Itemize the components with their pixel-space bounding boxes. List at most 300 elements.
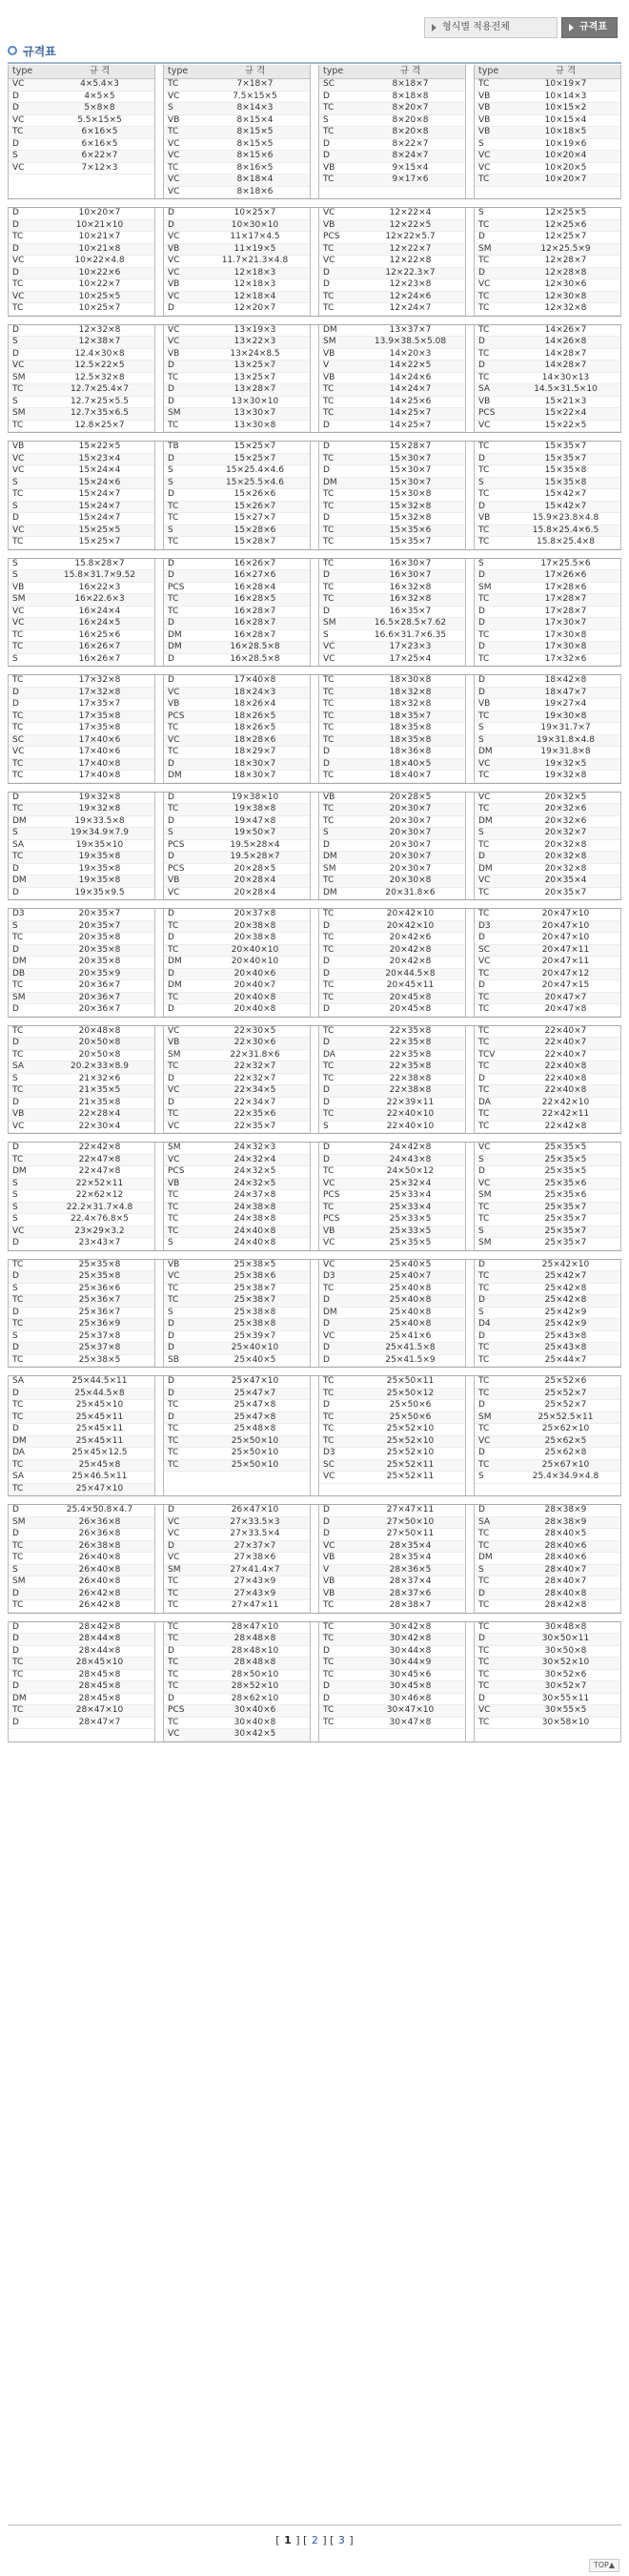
- pagination: [0, 2534, 629, 2546]
- type-cell: TC: [478, 1529, 490, 1538]
- type-cell: TC: [168, 1681, 179, 1691]
- type-cell: PCS: [323, 232, 340, 241]
- type-cell: D: [12, 1388, 19, 1398]
- type-cell: D: [168, 570, 174, 580]
- table-row: [9, 1004, 154, 1017]
- spec-cell: 27×50×10: [386, 1516, 435, 1527]
- type-cell: D: [12, 219, 19, 230]
- table-row: [475, 279, 620, 292]
- table-row: [319, 1026, 465, 1039]
- type-cell: D: [323, 1097, 330, 1107]
- table-row: [164, 759, 310, 772]
- spec-block: [8, 558, 621, 668]
- type-cell: DM: [323, 852, 337, 861]
- spec-cell: 25×67×10: [541, 1459, 590, 1470]
- spec-cell: 25×38×8: [233, 1319, 276, 1329]
- spec-block: [8, 1504, 621, 1614]
- table-row: [475, 1026, 620, 1039]
- spec-cell: 25×32×4: [389, 1178, 432, 1188]
- type-cell: D: [12, 1343, 19, 1352]
- table-row: [319, 1271, 465, 1284]
- spec-cell: 16×24×5: [78, 618, 121, 628]
- type-cell: TC: [12, 1085, 24, 1095]
- type-cell: TC: [168, 747, 179, 756]
- type-cell: TC: [323, 1376, 335, 1386]
- type-cell: VC: [323, 653, 335, 664]
- tab-type-application[interactable]: 형식별 적용전체: [424, 17, 558, 38]
- type-cell: TC: [323, 1388, 335, 1398]
- type-cell: VC: [168, 175, 180, 184]
- type-cell: VC: [168, 1529, 180, 1538]
- spec-cell: 12.7×25.4×7: [71, 384, 129, 394]
- type-cell: TC: [478, 1271, 490, 1281]
- type-cell: DM: [478, 747, 493, 756]
- type-cell: S: [478, 208, 484, 217]
- table-row: [9, 711, 154, 724]
- type-cell: D: [168, 618, 174, 628]
- type-cell: TC: [323, 944, 335, 955]
- table-row: [319, 1389, 465, 1401]
- spec-cell: 18×35×8: [389, 734, 432, 745]
- spec-cell: 15×35×8: [544, 477, 587, 487]
- spec-cell: 20×32×6: [544, 815, 587, 826]
- type-cell: TC: [168, 1634, 179, 1643]
- header-type: type: [168, 66, 189, 76]
- spec-cell: 14×20×3: [389, 348, 432, 359]
- table-row: [9, 1226, 154, 1239]
- table-row: [164, 175, 310, 187]
- type-cell: TC: [478, 804, 490, 814]
- spec-cell: 4×5.4×3: [80, 79, 119, 89]
- type-cell: PCS: [168, 863, 185, 874]
- table-row: [9, 688, 154, 700]
- table-row: [319, 993, 465, 1005]
- table-row: [9, 888, 154, 900]
- spec-cell: 15×35×7: [544, 442, 587, 451]
- type-cell: PCS: [168, 1705, 185, 1715]
- spec-cell: 22×40×8: [544, 1073, 587, 1083]
- table-row: [164, 804, 310, 816]
- spec-block: [8, 324, 621, 434]
- table-row: [475, 1448, 620, 1460]
- spec-cell: 10×14×3: [544, 91, 587, 101]
- spec-cell: 15×21×3: [544, 396, 587, 406]
- table-row: [475, 864, 620, 876]
- table-row: [9, 1622, 154, 1635]
- table-row: [164, 1448, 310, 1460]
- table-row: [475, 1143, 620, 1155]
- table-row: [475, 79, 620, 92]
- table-row: [9, 1553, 154, 1565]
- table-row: [9, 699, 154, 711]
- type-cell: TC: [323, 1109, 335, 1119]
- table-row: [319, 888, 465, 900]
- table-row: [164, 465, 310, 478]
- table-row: [9, 303, 154, 316]
- table-row: [319, 804, 465, 816]
- type-cell: D: [323, 1645, 330, 1656]
- type-cell: TC: [323, 980, 335, 990]
- spec-cell: 20×32×6: [544, 804, 587, 814]
- table-row: [9, 163, 154, 175]
- spec-cell: 13×30×8: [233, 420, 276, 430]
- type-cell: VB: [478, 103, 491, 113]
- type-cell: VB: [168, 1178, 180, 1188]
- type-cell: TC: [168, 420, 179, 430]
- spec-cell: 25×36×7: [78, 1307, 121, 1317]
- type-cell: VC: [168, 1553, 180, 1562]
- type-cell: D: [168, 303, 174, 313]
- table-row: [9, 1718, 154, 1730]
- page-link-1[interactable]: 1: [284, 2534, 292, 2546]
- spec-cell: 22×42×10: [541, 1097, 590, 1107]
- spec-cell: 20×38×8: [233, 933, 276, 942]
- table-row: [319, 1260, 465, 1272]
- type-cell: S: [478, 138, 484, 149]
- type-cell: TC: [323, 303, 335, 313]
- type-cell: S: [12, 396, 18, 406]
- table-row: [475, 804, 620, 816]
- type-cell: D: [323, 957, 330, 966]
- spec-cell: 22×28×4: [78, 1109, 121, 1119]
- table-row: [9, 840, 154, 853]
- spec-cell: 15×26×6: [233, 489, 276, 499]
- spec-cell: 25×42×9: [544, 1307, 587, 1317]
- type-cell: VC: [168, 1729, 180, 1739]
- table-row: [319, 747, 465, 759]
- table-row: [475, 513, 620, 526]
- type-cell: TC: [478, 324, 490, 335]
- table-row: [164, 828, 310, 840]
- spec-cell: 26×42×8: [78, 1600, 121, 1610]
- spec-cell: 8×18×4: [236, 175, 274, 184]
- table-row: [319, 1098, 465, 1110]
- type-cell: TC: [12, 232, 24, 241]
- table-row: [319, 969, 465, 981]
- spec-cell: 18×30×7: [233, 758, 276, 769]
- spec-cell: 25×35×8: [78, 1271, 121, 1281]
- spec-cell: 28×45×10: [75, 1658, 124, 1667]
- spec-cell: 25×50×12: [386, 1388, 435, 1398]
- type-cell: VC: [12, 453, 25, 464]
- type-cell: D: [478, 1400, 485, 1410]
- type-cell: PCS: [323, 1214, 340, 1224]
- tab-spec-table[interactable]: 규격표: [561, 17, 618, 38]
- spec-cell: 19×38×8: [233, 804, 276, 814]
- table-row: [475, 1260, 620, 1272]
- spec-cell: 25×50×11: [386, 1376, 435, 1386]
- type-cell: TC: [168, 1214, 179, 1224]
- spec-cell: 27×47×11: [386, 1505, 435, 1515]
- type-cell: VC: [168, 1025, 180, 1036]
- table-row: [9, 1517, 154, 1530]
- spec-cell: 19×47×8: [233, 815, 276, 826]
- table-row: [319, 127, 465, 139]
- table-row: [164, 945, 310, 958]
- spec-cell: 14×22×5: [389, 361, 432, 370]
- spec-cell: 26×40×8: [78, 1553, 121, 1562]
- table-row: [164, 244, 310, 257]
- table-row: [164, 723, 310, 735]
- spec-cell: 25×43×8: [544, 1330, 587, 1341]
- type-cell: TC: [12, 1658, 24, 1667]
- table-row: [475, 957, 620, 969]
- spec-cell: 14×26×8: [544, 337, 587, 346]
- spec-cell: 16.6×31.7×6.35: [374, 629, 447, 640]
- spec-column: [318, 325, 466, 433]
- type-cell: VC: [323, 1540, 335, 1551]
- table-row: [164, 1260, 310, 1272]
- spec-cell: 30×58×10: [541, 1717, 590, 1727]
- spec-cell: 25×40×8: [389, 1295, 432, 1305]
- table-row: [475, 244, 620, 257]
- spec-cell: 25×38×5: [78, 1354, 121, 1365]
- table-row: [164, 256, 310, 268]
- type-cell: TC: [168, 513, 179, 523]
- spec-cell: 18×35×7: [389, 711, 432, 721]
- spec-cell: 28×50×10: [231, 1669, 279, 1680]
- type-cell: DA: [478, 1097, 491, 1107]
- spec-column: [8, 325, 155, 433]
- table-row: [475, 397, 620, 409]
- spec-cell: 14×25×7: [389, 420, 432, 430]
- type-cell: D: [12, 1238, 19, 1247]
- table-row: [164, 909, 310, 921]
- type-cell: TC: [478, 992, 490, 1002]
- page-link-3[interactable]: 3: [337, 2534, 345, 2546]
- spec-column: [163, 1622, 311, 1741]
- spec-cell: 5.5×15×5: [77, 114, 122, 125]
- spec-cell: 13.9×38.5×5.08: [374, 337, 447, 346]
- table-row: [164, 1589, 310, 1601]
- spec-cell: 28×45×8: [78, 1693, 121, 1703]
- spec-cell: 20×50×8: [78, 1038, 121, 1047]
- type-cell: TC: [478, 1038, 490, 1047]
- spec-cell: 9×15×4: [392, 162, 429, 173]
- type-cell: D: [168, 453, 174, 464]
- spec-cell: 25×35×8: [78, 1259, 121, 1269]
- table-row: [319, 526, 465, 538]
- column-header: [319, 65, 465, 79]
- spec-column: [8, 65, 155, 198]
- table-row: [9, 1026, 154, 1039]
- spec-cell: 28×62×10: [231, 1693, 279, 1703]
- scroll-top-button[interactable]: TOP▲: [589, 2559, 619, 2572]
- type-cell: VB: [168, 876, 180, 885]
- type-cell: VC: [12, 606, 25, 616]
- table-row: [319, 465, 465, 478]
- type-cell: SC: [323, 1459, 335, 1470]
- spec-cell: 7×12×3: [81, 162, 118, 173]
- spec-cell: 17×25×4: [389, 653, 432, 664]
- table-row: [319, 478, 465, 490]
- type-cell: TC: [323, 734, 335, 745]
- type-cell: TC: [323, 408, 335, 418]
- table-row: [319, 1143, 465, 1155]
- table-row: [319, 957, 465, 969]
- table-row: [164, 1190, 310, 1203]
- type-cell: S: [478, 734, 484, 745]
- table-row: [319, 735, 465, 748]
- spec-cell: 16×28.5×8: [230, 642, 280, 651]
- column-header: [9, 65, 154, 79]
- spec-cell: 15×24×6: [78, 477, 121, 487]
- type-cell: TC: [168, 1283, 179, 1293]
- table-row: [475, 993, 620, 1005]
- table-row: [9, 1694, 154, 1706]
- spec-cell: 15.9×23.8×4.8: [532, 513, 599, 523]
- type-cell: D: [168, 1645, 174, 1656]
- table-row: [9, 771, 154, 783]
- type-cell: TC: [168, 79, 179, 89]
- type-cell: VC: [478, 1143, 491, 1152]
- table-row: [164, 220, 310, 233]
- table-row: [164, 187, 310, 199]
- spec-cell: 25×41.5×9: [385, 1354, 436, 1365]
- type-cell: D: [323, 1038, 330, 1047]
- type-cell: D: [12, 91, 19, 101]
- type-cell: DM: [12, 1693, 27, 1703]
- type-cell: VB: [168, 1038, 180, 1047]
- spec-cell: 30×42×8: [389, 1634, 432, 1643]
- spec-cell: 10×20×7: [544, 175, 587, 184]
- spec-cell: 25×52×7: [544, 1400, 587, 1410]
- spec-cell: 25×45×8: [78, 1459, 121, 1470]
- type-cell: TCV: [478, 1049, 496, 1060]
- spec-cell: 28×37×6: [389, 1588, 432, 1598]
- table-row: [164, 852, 310, 864]
- spec-cell: 28×38×7: [389, 1600, 432, 1610]
- table-row: [9, 220, 154, 233]
- table-row: [164, 1389, 310, 1401]
- spec-cell: 13×37×7: [389, 324, 432, 335]
- spec-cell: 22×39×11: [386, 1097, 435, 1107]
- spec-cell: 9×17×6: [392, 175, 429, 184]
- spec-cell: 25×40×5: [233, 1354, 276, 1365]
- table-row: [164, 607, 310, 619]
- table-row: [164, 1553, 310, 1565]
- type-cell: TC: [478, 839, 490, 850]
- spec-cell: 16×24×4: [78, 606, 121, 616]
- spec-column: [163, 65, 311, 198]
- spec-column: [474, 1505, 621, 1613]
- type-cell: VB: [478, 127, 491, 136]
- type-cell: SM: [478, 1412, 492, 1422]
- spec-cell: 20×30×7: [389, 839, 432, 850]
- table-row: [319, 876, 465, 888]
- spec-cell: 11×19×5: [233, 243, 276, 254]
- type-cell: D: [478, 453, 485, 464]
- table-row: [319, 1050, 465, 1062]
- spec-cell: 25×37×8: [78, 1330, 121, 1341]
- spec-cell: 19×31.7×7: [540, 723, 591, 732]
- pager-open-bracket: [: [303, 2534, 308, 2546]
- type-cell: VC: [12, 291, 25, 301]
- table-row: [475, 325, 620, 338]
- spec-cell: 22.2×31.7×4.8: [66, 1202, 133, 1212]
- type-cell: TC: [168, 1435, 179, 1446]
- table-row: [475, 408, 620, 421]
- spec-cell: 20×32×8: [544, 839, 587, 850]
- spec-column: [318, 208, 466, 316]
- type-cell: TC: [168, 501, 179, 511]
- table-row: [164, 1541, 310, 1554]
- spec-column: [318, 1622, 466, 1741]
- spec-column: [318, 559, 466, 667]
- type-cell: D3: [323, 1448, 335, 1457]
- type-cell: TC: [168, 372, 179, 382]
- type-cell: S: [168, 477, 173, 487]
- spec-cell: 10×22×4.8: [74, 256, 125, 265]
- type-cell: TC: [323, 489, 335, 499]
- spec-cell: 20×47×8: [544, 1004, 587, 1014]
- table-row: [319, 1238, 465, 1250]
- spec-column: [474, 1260, 621, 1368]
- table-row: [164, 583, 310, 595]
- type-cell: TC: [12, 1705, 24, 1715]
- type-cell: TC: [12, 1295, 24, 1305]
- table-row: [164, 570, 310, 583]
- type-cell: D: [478, 1588, 485, 1598]
- table-row: [319, 1400, 465, 1412]
- type-cell: D: [478, 1259, 485, 1269]
- spec-block: [8, 65, 621, 199]
- spec-cell: 22×32×7: [233, 1061, 276, 1071]
- spec-cell: 10×20×5: [544, 162, 587, 173]
- spec-cell: 20×47×10: [541, 933, 590, 942]
- type-cell: TC: [12, 1553, 24, 1562]
- table-row: [164, 993, 310, 1005]
- table-row: [164, 1577, 310, 1589]
- table-row: [319, 1460, 465, 1473]
- table-row: [9, 583, 154, 595]
- table-row: [9, 384, 154, 397]
- type-cell: VC: [323, 1472, 335, 1481]
- type-cell: D: [168, 1693, 174, 1703]
- type-cell: TC: [168, 594, 179, 604]
- spec-cell: 8×18×7: [392, 79, 429, 89]
- spec-cell: 22×40×7: [544, 1025, 587, 1036]
- table-row: [475, 1074, 620, 1086]
- type-cell: DM: [12, 876, 27, 885]
- type-cell: D: [12, 1424, 19, 1433]
- table-row: [164, 139, 310, 152]
- spec-column: [163, 442, 311, 549]
- type-cell: D: [478, 933, 485, 942]
- table-row: [475, 735, 620, 748]
- type-cell: TC: [478, 629, 490, 640]
- section-title: 규격표: [23, 44, 56, 58]
- table-row: [9, 1271, 154, 1284]
- pager-open-bracket: [: [275, 2534, 280, 2546]
- type-cell: TC: [168, 127, 179, 136]
- table-row: [164, 79, 310, 92]
- type-cell: TC: [478, 1540, 490, 1551]
- spec-cell: 18×26×5: [233, 711, 276, 721]
- type-cell: TC: [168, 804, 179, 814]
- spec-cell: 15×30×7: [389, 453, 432, 464]
- page-link-2[interactable]: 2: [311, 2534, 318, 2546]
- table-row: [164, 1331, 310, 1344]
- spec-column: [163, 1376, 311, 1495]
- type-cell: S: [12, 558, 18, 568]
- spec-cell: 25×40×10: [231, 1343, 279, 1352]
- spec-cell: 22×62×12: [75, 1190, 124, 1200]
- table-row: [164, 921, 310, 934]
- spec-cell: 12×18×3: [233, 279, 276, 289]
- spec-cell: 15×32×8: [389, 513, 432, 523]
- type-cell: DM: [478, 863, 493, 874]
